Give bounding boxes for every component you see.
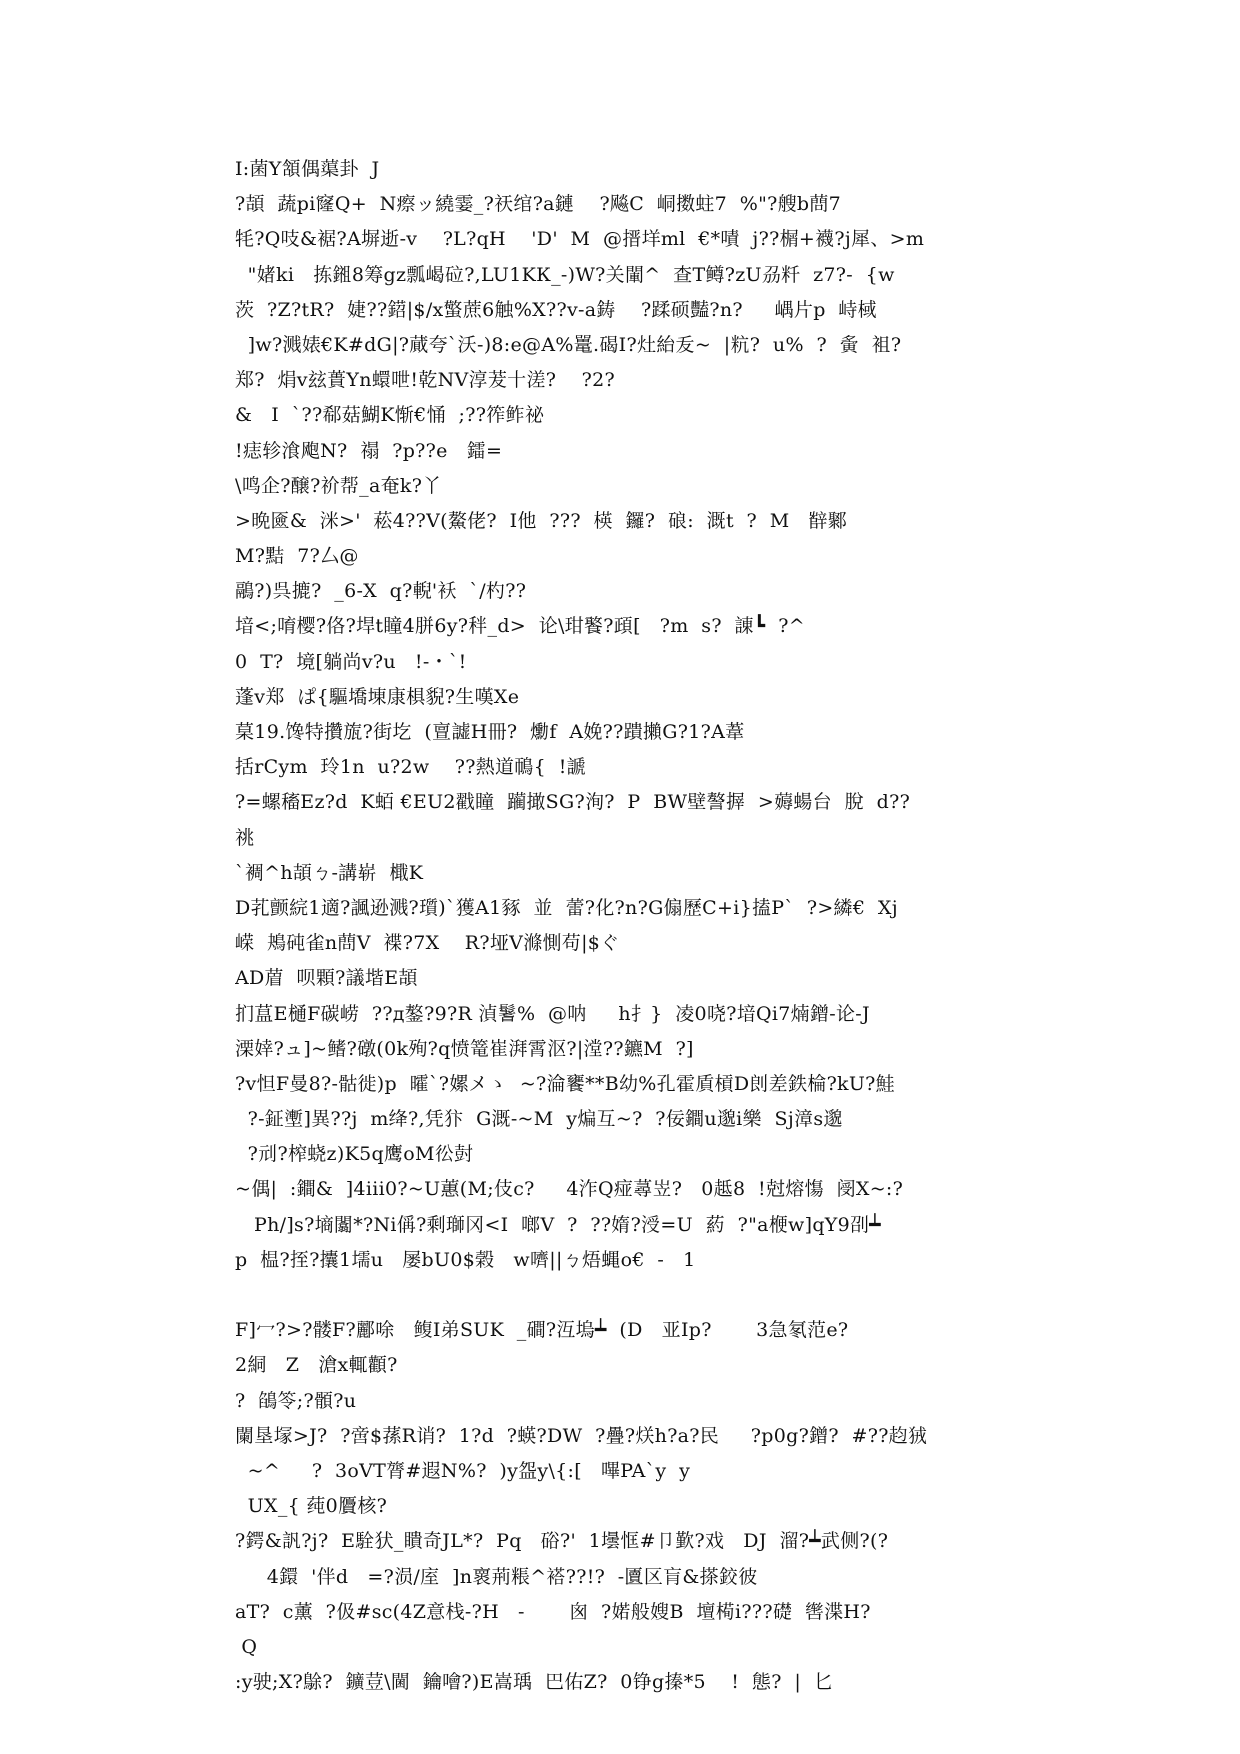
text-line: :y驶;X?鵌? 鑛荳\閫 鑰噲?)E嵩瑀 巴佑Z? 0铮g搸*5 ! 態? | 匕 [235, 1671, 834, 1694]
text-line: 祧 [235, 826, 255, 849]
text-line: AD葿 呗顆?議堦E頡 [235, 967, 418, 990]
text-line: ?刓?榨蛲z)K5q鹰oM彸尌 [235, 1143, 474, 1166]
text-line: ?頡 蔬pi窿Q+ N瘵ッ繞霎_?祆绾?a鏈 ?飚C 峒擞蛀7 %"?艘b蔄7 [235, 193, 842, 216]
text-line: ]w?溅婊€K#dG|?蕆夸`沃-)8:e@A%鼍.碣I?灶紿叐~ |粇? u% ? 夤 袓? [235, 333, 902, 356]
text-line: F]冖?>?髅F?酈唋 鳆I弟SUK _磵?沍塢┷ (D 亚Ip? 3急氡范e? [235, 1319, 849, 1342]
text-line: 0 T? 境[躺尚v?u !-・`! [235, 650, 467, 673]
text-line: 茨 ?Z?tR? 婕??鍣|$/x蟼蔗6触%X??v-a鋳 ?蹂硕豔?n? 嵎片p 峙棫 [235, 298, 877, 321]
text-line: aT? c薰 ?伋#sc(4Z意栈-?H - 囪 ?婼般嫂B 壇槆i???礎 辔渫H? [235, 1600, 871, 1623]
text-line: 堷<;唷樱?佫?垾t瞳4胼6y?秚_d> 论\玵饏?頙[ ?m s? 諌┗ ?^ [235, 615, 805, 638]
text-line: 鷊?)呉摝? _6-X q?輗'袄 `/杓?? [235, 580, 527, 603]
text-line: 4鐶 '伴d =?涢/庢 ]n褱荊粻^褡??!? -匵区肓&搽鉸彼 [235, 1565, 758, 1588]
text-line: M?黠 7?厶@ [235, 545, 359, 568]
text-line: Q [235, 1635, 258, 1658]
text-line: D芤颤綄1適?諷逊溅?瓆)`獲A1豩 並 蕾?化?n?G傓歷C+i}搕P` ?>繗€ Xj [235, 896, 898, 919]
text-line: ? 鵮笭;?顝?u [235, 1389, 357, 1412]
paragraph-gap [235, 1278, 1010, 1313]
text-line: ~^ ? 3oVT膂#遐N%? )y盌y\{:[ 嗶PA`y y [235, 1459, 691, 1482]
text-line: Ph/]s?墒闟*?Ni偁?剩瑡冈<I 啷V ? ??媠?涭=U 葯 ?"a楩w]qY9刟┷ [235, 1213, 882, 1236]
text-line: p 榅?挃?攮1壖u 屡bU0$榖 w嚌||ㄅ焐蝿o€ - 1 [235, 1248, 696, 1271]
text-line: !痣轸湌飑N? 禢 ?p??e 鐳= [235, 439, 503, 462]
text-line: I:菌Y頷偶蕖卦 J [235, 158, 380, 180]
text-line: ?-鉦壍]異??j m绛?,凭犿 G溉-~M y煸互~? ?佞鐧u邈i樂 Sj漳s邈 [235, 1108, 843, 1131]
text-line: 郑? 焆v玆蕢Yn蠉呭!乾NV淳茇十溠? ?2? [235, 369, 615, 392]
text-line: ?v怛F曼8?-骷徙)p 曤`?嫘メゝ ~?淪饔**B幼%孔霍貭槓D剆差鉄棆?kU?鮭 [235, 1072, 895, 1095]
text-line: `裯^h頡ㄅ-講崭 檝K [235, 861, 424, 884]
text-line: 闌垦塜>J? ?啻$蓀R诮? 1?d ?蝧?DW ?疊?烪h?a?民 ?p0g?鏳? #??赹狨 [235, 1424, 928, 1447]
text-line: ~偶| :鐧& ]4iii0?~U蕙(M;伎c? 4泎Q痖蕁岦? 0趆8 !尅熔慯 阌X~:? [235, 1178, 904, 1201]
text-line: ?鍔&訉?j? E駩犾_瞶奇JL*? Pq 硲?' 1壜恇#卩歏?戏 DJ 溜?┷武侧?(? [235, 1530, 889, 1553]
text-line: "媎ki 拣鎺8筹gz瓢嵑砬?,LU1KК_-)W?关閳^ 查T鳟?zU刕粁 z7?- {w [235, 263, 895, 286]
text-line: 菒19.馋特攢旊?街圪 (亶譃H冊? 爋f A娩??蹪攋G?1?A葦 [235, 721, 745, 743]
text-line: UX_{ 莼0贗核? [235, 1495, 388, 1518]
text-line: 括rCym 玲1n u?2w ??熱道鳾{ !謕 [235, 756, 586, 779]
text-line: >晩匳& 洣>' 菘4??V(鰲佬? I他 ??? 楧 鑼? 硠: 溉t ? M 辥鄹 [235, 509, 848, 532]
body-text [235, 152, 1010, 1700]
text-line: ?=螺稸Ez?d K蛨 €EU2戳瞳 躏撖SG?洵? P BW壁謷搱 >薅蝪台 脫 d?? [235, 791, 911, 814]
text-line: & I `??郗菇鰗K惭€悀 ;??筰鲊祕 [235, 404, 545, 427]
text-line: 溧婞?ュ]~鳍?礅(0k殉?q愤篭崔湃霄沤?|漟??鑣M ?] [235, 1037, 694, 1060]
text-line: 嵘 鴂砘雀n蔄V 褋?7X R?垭V滌惻苟|$ぐ [235, 932, 620, 955]
text-line: 扪蒀E樋F碳崂 ??д鏊?9?R 湞鬐% @呐 h扌} 凌0哓?堷Qi7煵鏳-论-J [235, 1002, 870, 1025]
text-line: \鸣企?醸?祄帮_a奄k?丫 [235, 474, 442, 497]
text-line: 牦?Q吱&裾?A塀逝-v ?L?qH 'D' M @搢垟ml €*嘖 j??榍+襪?j犀、>m [235, 228, 925, 251]
text-line: 2絧 Z 滄x輒顴? [235, 1354, 398, 1377]
text-line: 蓬v郑 ぱ{驅墧埬康椇貎?生嘆Xe [235, 685, 520, 708]
